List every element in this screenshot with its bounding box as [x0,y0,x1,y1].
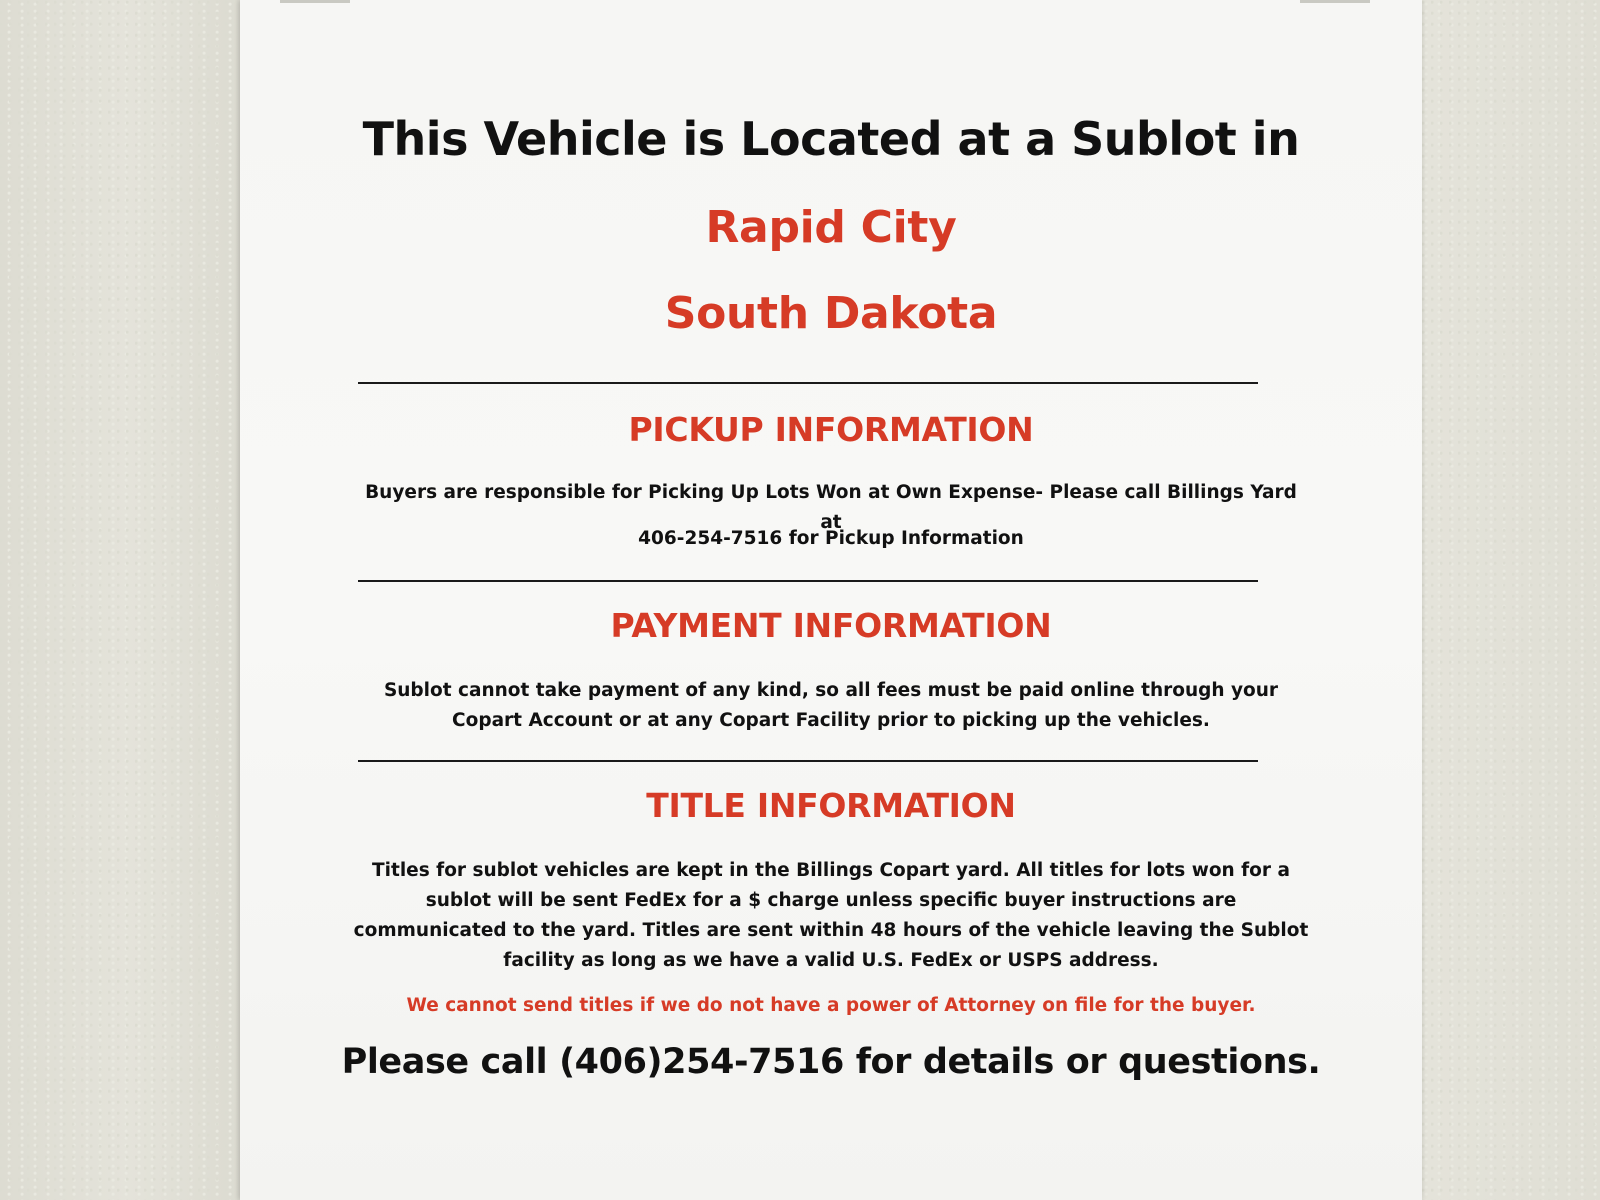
location-state: South Dakota [664,288,998,339]
divider-2 [358,580,1258,582]
pickup-text-line-2: 406-254-7516 for Pickup Information [638,528,1024,549]
notice-heading: This Vehicle is Located at a Sublot in [362,112,1300,166]
notice-paper [240,0,1422,1200]
title-section-title: TITLE INFORMATION [646,786,1016,825]
divider-1 [358,382,1258,384]
notice-content [240,0,1422,1200]
contact-footer: Please call (406)254-7516 for details or questions. [341,1042,1321,1082]
divider-3 [358,760,1258,762]
pickup-section-title: PICKUP INFORMATION [628,410,1034,449]
title-attorney-note: We cannot send titles if we do not have a power of Attorney on file for the buyer. [406,995,1256,1016]
location-city: Rapid City [705,202,957,253]
payment-text: Sublot cannot take payment of any kind, so all fees must be paid online through your Copart Account or at any Copart Facility prior to picking up the vehicles. [383,680,1279,731]
payment-section-title: PAYMENT INFORMATION [610,606,1052,645]
title-text: Titles for sublot vehicles are kept in the Billings Copart yard. All titles for lots won for a sublot will be sent FedEx for a $ charge unless specific buyer instructions are communicated to the yard. Titles are sent within 48 hours of the vehicle leaving the Sublot facility as long as we have a valid U.S. FedEx or USPS address. [353,860,1309,971]
pickup-text-line-1: Buyers are responsible for Picking Up Lots Won at Own Expense- Please call Billings Yard at [365,482,1297,533]
